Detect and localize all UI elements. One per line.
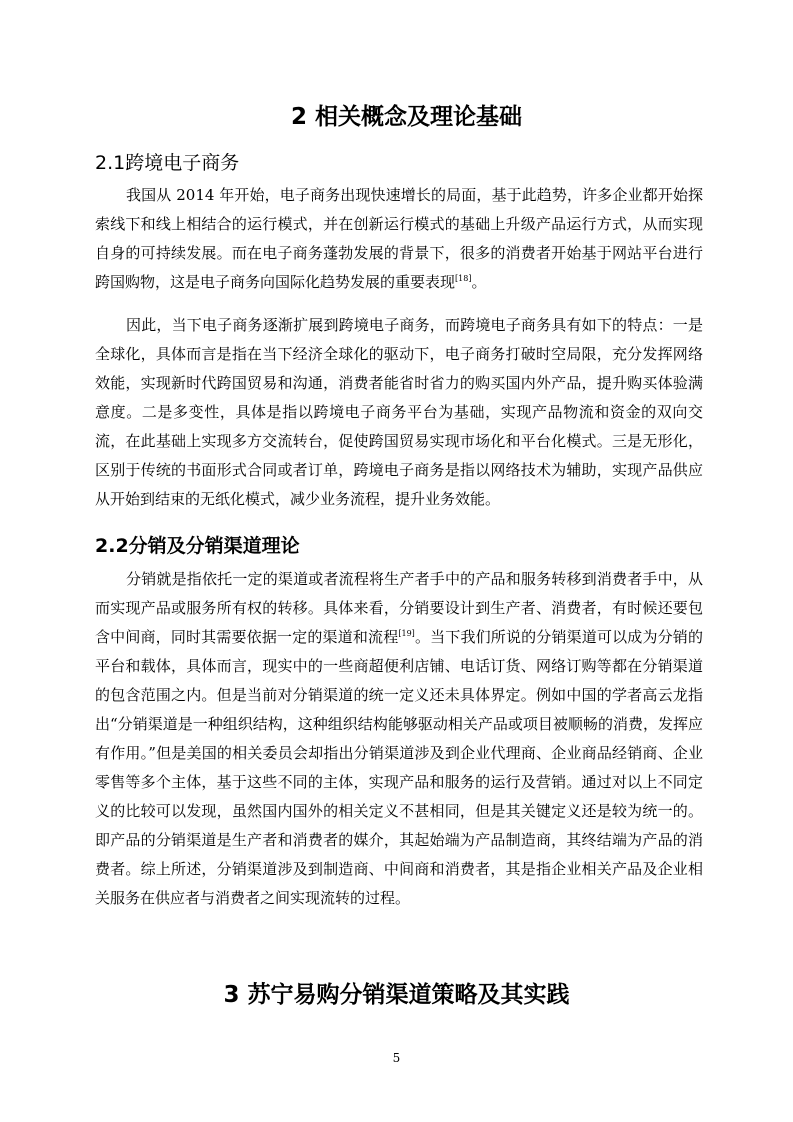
citation-ref-19: [19] xyxy=(398,629,415,638)
paragraph-distribution-theory xyxy=(95,565,703,913)
chapter-3-title: 3 苏宁易购分销渠道策略及其实践 xyxy=(223,982,570,1008)
paragraph-text-after: 。当下我们所说的分销渠道可以成为分销的平台和载体，具体而言，现实中的一些商超便利店铺、电话订货、网络订购等都在分销渠道的包含范围之内。但是当前对分销渠道的统一定义还未具体界定。例如中国的学者高云龙指出“分销渠道是一种组织结构，这种组织结构能够驱动相关产品或项目被顺畅的消费，发挥应有作用。”但是美国的相关委员会却指出分销渠道涉及到企业代理商、企业商品经销商、企业零售等多个主体，基于这些不同的主体，实现产品和服务的运行及营销。通过对以上不同定义的比较可以发现，虽然国内国外的相关定义不甚相同，但是其关键定义还是较为统一的。即产品的分销渠道是生产者和消费者的媒介，其起始端为产品制造商，其终结端为产品的消费者。综上所述，分销渠道涉及到制造商、中间商和消费者，其是指企业相关产品及企业相关服务在供应者与消费者之间实现流转的过程。 xyxy=(95,628,703,907)
chapter-2-title: 2 相关概念及理论基础 xyxy=(290,104,522,130)
section-2-1-heading: 2.1跨境电子商务 xyxy=(95,152,240,174)
citation-ref-18: [18] xyxy=(455,274,472,283)
paragraph-end: 。 xyxy=(471,273,487,291)
paragraph-text-before: 分销就是指依托一定的渠道或者流程将生产者手中的产品和服务转移到消费者手中，从而实现产品或服务所有权的转移。具体来看，分销要设计到生产者、消费者，有时候还要包含中间商，同时其需要依据一定的渠道和流程 xyxy=(95,570,703,646)
page-number: 5 xyxy=(392,1051,401,1065)
paragraph-cross-border-features: 因此，当下电子商务逐渐扩展到跨境电子商务，而跨境电子商务具有如下的特点：一是全球化，具体而言是指在当下经济全球化的驱动下，电子商务打破时空局限，充分发挥网络效能，实现新时代跨国贸易和沟通，消费者能省时省力的购买国内外产品，提升购买体验满意度。二是多变性，具体是指以跨境电子商务平台为基础，实现产品物流和资金的双向交流，在此基础上实现多方交流转台，促使跨国贸易实现市场化和平台化模式。三是无形化，区别于传统的书面形式合同或者订单，跨境电子商务是指以网络技术为辅助，实现产品供应从开始到结束的无纸化模式，减少业务流程，提升业务效能。 xyxy=(95,316,703,508)
section-2-2-heading: 2.2分销及分销渠道理论 xyxy=(95,535,300,557)
paragraph-text: 我国从 2014 年开始，电子商务出现快速增长的局面，基于此趋势，许多企业都开始探索线下和线上相结合的运行模式，并在创新运行模式的基础上升级产品运行方式，从而实现自身的可持续发展。而在电子商务蓬勃发展的背景下，很多的消费者开始基于网站平台进行跨国购物，这是电子商务向国际化趋势发展的重要表现 xyxy=(95,186,703,291)
paragraph-cross-border-growth xyxy=(95,181,703,297)
